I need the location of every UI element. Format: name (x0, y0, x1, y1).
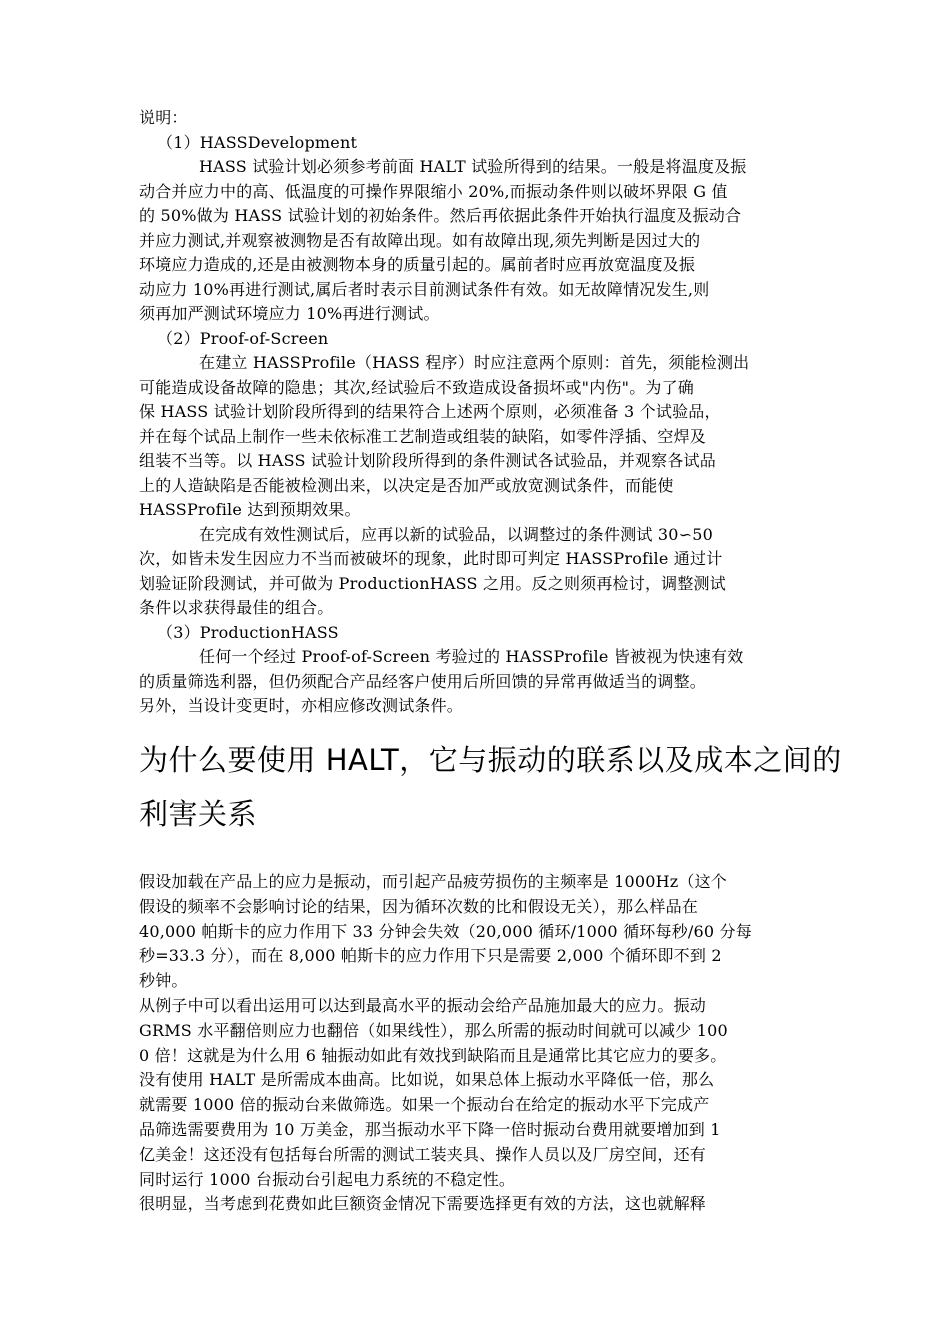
text-line: 划验证阶段测试，并可做为 ProductionHASS 之用。反之则须再检讨，调整测试 (139, 573, 726, 593)
text-line: 另外，当设计变更时，亦相应修改测试条件。 (139, 696, 464, 715)
text-line: 假设加载在产品上的应力是振动，而引起产品疲劳损伤的主频率是 1000Hz（这个 (139, 872, 727, 891)
text-line: 亿美金！这还没有包括每台所需的测试工装夹具、操作人员以及厂房空间，还有 (139, 1144, 707, 1164)
text-line: 须再加严测试环境应力 10%再进行测试。 (139, 304, 440, 323)
text-line: GRMS 水平翻倍则应力也翻倍（如果线性），那么所需的振动时间就可以减少 100 (139, 1020, 728, 1040)
text-line: 秒钟。 (139, 971, 188, 991)
text-line: 就需要 1000 倍的振动台来做筛选。如果一个振动台在给定的振动水平下完成产 (139, 1095, 710, 1115)
text-line: 秒=33.3 分），而在 8,000 帕斯卡的应力作用下只是需要 2,000 个循环即不到 2 (139, 946, 722, 966)
section-label: 说明： (139, 108, 188, 127)
text-line: （1）HASSDevelopment (157, 132, 358, 152)
text-line: 的 50%做为 HASS 试验计划的初始条件。然后再依据此条件开始执行温度及振动合 (139, 206, 742, 225)
text-line: 假设的频率不会影响讨论的结果，因为循环次数的比和假设无关），那么样品在 (139, 896, 699, 916)
explanation-paragraphs (139, 131, 829, 719)
text-line: 并应力测试,并观察被测物是否有故障出现。如有故障出现,须先判断是因过大的 (139, 230, 701, 250)
text-line: （3）ProductionHASS (157, 622, 339, 642)
text-line: 组装不当等。以 HASS 试验计划阶段所得到的条件测试各试验品，并观察各试品 (139, 451, 716, 470)
section-heading (139, 733, 842, 841)
text-line: 在完成有效性测试后，应再以新的试验品，以调整过的条件测试 30∽50 (199, 524, 714, 544)
text-line: 环境应力造成的,还是由被测物本身的质量引起的。属前者时应再放宽温度及振 (139, 255, 696, 274)
heading-line-1: 为什么要使用 HALT，它与振动的联系以及成本之间的 (139, 742, 842, 777)
text-line: 条件以求获得最佳的组合。 (139, 598, 334, 617)
text-line: 从例子中可以看出运用可以达到最高水平的振动会给产品施加最大的应力。振动 (139, 995, 707, 1015)
text-line: 并在每个试品上制作一些未依标准工艺制造或组装的缺陷，如零件浮插、空焊及 (139, 426, 707, 446)
hass-explanation-section (139, 106, 842, 841)
text-line: 保 HASS 试验计划阶段所得到的结果符合上述两个原则，必须准备 3 个试验品， (139, 402, 721, 421)
text-line: 次，如皆未发生因应力不当而被破坏的现象，此时即可判定 HASSProfile 通过计 (139, 549, 723, 568)
text-line: 动应力 10%再进行测试,属后者时表示目前测试条件有效。如无故障情况发生,则 (139, 279, 710, 299)
text-line: （2）Proof-of-Screen (157, 328, 329, 348)
text-line: 品筛选需要费用为 10 万美金，那当振动水平下降一倍时振动台费用就要增加到 1 (139, 1119, 721, 1139)
text-line: 同时运行 1000 台振动台引起电力系统的不稳定性。 (139, 1169, 516, 1189)
text-line: 40,000 帕斯卡的应力作用下 33 分钟会失效（20,000 循环/1000 循环每秒/60 分每 (139, 921, 752, 941)
text-line: 动合并应力中的高、低温度的可操作界限缩小 20%,而振动条件则以破坏界限 G 值 (139, 181, 728, 201)
text-line: 上的人造缺陷是否能被检测出来，以决定是否加严或放宽测试条件，而能使 (139, 475, 674, 495)
halt-vibration-cost-section (139, 870, 829, 1217)
text-line: HASSProfile 达到预期效果。 (139, 500, 361, 519)
text-line: 0 倍！这就是为什么用 6 轴振动如此有效找到缺陷而且是通常比其它应力的要多。 (139, 1045, 727, 1065)
text-line: 很明显，当考虑到花费如此巨额资金情况下需要选择更有效的方法，这也就解释 (139, 1194, 707, 1214)
heading-line-2: 利害关系 (139, 796, 258, 831)
text-line: 在建立 HASSProfile（HASS 程序）时应注意两个原则：首先，须能检测出 (199, 353, 750, 372)
text-line: 可能造成设备故障的隐患；其次,经试验后不致造成设备损坏或"内伤"。为了确 (139, 377, 695, 397)
text-line: HASS 试验计划必须参考前面 HALT 试验所得到的结果。一般是将温度及振 (199, 157, 747, 176)
text-line: 没有使用 HALT 是所需成本曲高。比如说，如果总体上振动水平降低一倍，那么 (139, 1070, 715, 1090)
text-line: 的质量筛选利器，但仍须配合产品经客户使用后所回馈的异常再做适当的调整。 (139, 671, 707, 691)
text-line: 任何一个经过 Proof-of-Screen 考验过的 HASSProfile 皆被视为快速有效 (199, 647, 744, 666)
